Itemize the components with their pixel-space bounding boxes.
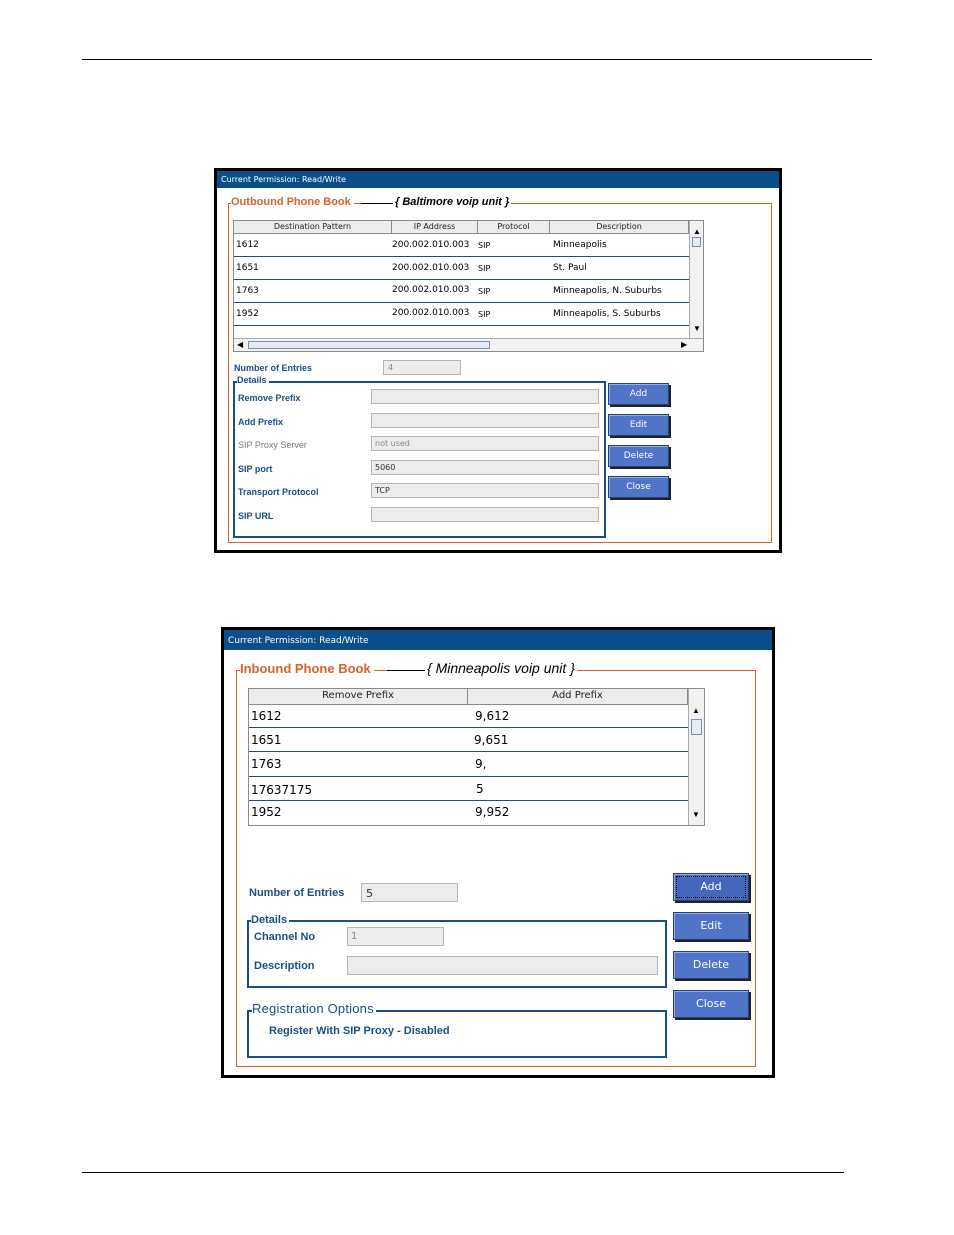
cell: Minneapolis, S. Suburbs bbox=[553, 309, 661, 319]
inbound-title: Inbound Phone Book bbox=[240, 661, 374, 676]
sip-port-label: SIP port bbox=[238, 464, 273, 474]
cell: 200.002.010.003 bbox=[392, 240, 470, 250]
cell: 1952 bbox=[236, 309, 259, 319]
scroll-up-icon[interactable]: ▲ bbox=[693, 227, 701, 236]
registration-status: Register With SIP Proxy - Disabled bbox=[269, 1025, 450, 1037]
outbound-title: Outbound Phone Book bbox=[231, 196, 354, 208]
outbound-phone-book-window bbox=[214, 168, 782, 553]
table-row[interactable] bbox=[234, 280, 689, 303]
transport-protocol-field[interactable]: TCP bbox=[371, 483, 599, 498]
cell: SIP bbox=[478, 310, 491, 319]
outbound-table[interactable] bbox=[233, 220, 704, 352]
add-button[interactable]: Add bbox=[673, 873, 749, 901]
channel-no-label: Channel No bbox=[254, 931, 316, 943]
sip-url-field[interactable] bbox=[371, 507, 599, 522]
add-button[interactable]: Add bbox=[608, 383, 669, 405]
edit-button[interactable]: Edit bbox=[608, 414, 669, 436]
sip-port-field[interactable]: 5060 bbox=[371, 460, 599, 475]
vertical-scrollbar[interactable] bbox=[689, 221, 703, 338]
description-field[interactable] bbox=[347, 956, 658, 975]
add-prefix-field[interactable] bbox=[371, 413, 599, 428]
channel-no-field: 1 bbox=[347, 927, 444, 946]
column-header[interactable]: Description bbox=[550, 221, 689, 233]
transport-protocol-label: Transport Protocol bbox=[238, 487, 319, 497]
column-header[interactable]: IP Address bbox=[392, 221, 478, 233]
scroll-down-icon[interactable]: ▼ bbox=[693, 324, 701, 333]
legend-line bbox=[387, 670, 425, 671]
cell: 1651 bbox=[251, 733, 282, 747]
inbound-phone-book-window bbox=[221, 627, 775, 1078]
scroll-thumb[interactable] bbox=[691, 719, 702, 735]
table-row[interactable] bbox=[249, 728, 688, 752]
entries-label: Number of Entries bbox=[249, 887, 345, 899]
column-header[interactable]: Protocol bbox=[478, 221, 550, 233]
permission-text: Current Permission: Read/Write bbox=[228, 636, 369, 646]
cell: St. Paul bbox=[553, 263, 587, 273]
delete-button[interactable]: Delete bbox=[673, 951, 749, 979]
entries-field: 4 bbox=[383, 360, 461, 375]
cell: Minneapolis bbox=[553, 240, 607, 250]
permission-bar bbox=[224, 630, 772, 650]
sip-proxy-server-label: SIP Proxy Server bbox=[238, 440, 307, 450]
cell: Minneapolis, N. Suburbs bbox=[553, 286, 662, 296]
cell: 9, bbox=[475, 757, 487, 771]
legend-line bbox=[361, 203, 393, 204]
details-label: Details bbox=[237, 375, 267, 385]
permission-bar bbox=[217, 171, 779, 188]
cell: 1763 bbox=[251, 757, 282, 771]
cell: 5 bbox=[476, 782, 484, 796]
cell: 9,651 bbox=[474, 733, 509, 747]
cell: 9,952 bbox=[475, 805, 510, 819]
cell: SIP bbox=[478, 287, 491, 296]
table-row[interactable] bbox=[249, 704, 688, 728]
bottom-rule bbox=[82, 1172, 844, 1173]
cell: SIP bbox=[478, 241, 491, 250]
delete-button[interactable]: Delete bbox=[608, 445, 669, 467]
vertical-scrollbar[interactable] bbox=[688, 689, 704, 825]
top-rule bbox=[82, 59, 872, 60]
table-row[interactable] bbox=[249, 777, 688, 801]
column-header[interactable]: Add Prefix bbox=[468, 689, 688, 704]
cell: 1763 bbox=[236, 286, 259, 296]
cell: 200.002.010.003 bbox=[392, 308, 470, 318]
horizontal-scrollbar[interactable] bbox=[234, 338, 703, 351]
add-prefix-label: Add Prefix bbox=[238, 417, 284, 427]
cell: 1612 bbox=[236, 240, 259, 250]
cell: 17637175 bbox=[251, 783, 313, 797]
cell: 200.002.010.003 bbox=[392, 263, 470, 273]
remove-prefix-field[interactable] bbox=[371, 389, 599, 404]
column-header[interactable]: Destination Pattern bbox=[234, 221, 392, 233]
cell: 1952 bbox=[251, 805, 282, 819]
table-row[interactable] bbox=[234, 257, 689, 280]
scroll-right-icon[interactable]: ▶ bbox=[681, 340, 688, 349]
registration-options-label: Registration Options bbox=[252, 1001, 374, 1016]
cell: 200.002.010.003 bbox=[392, 285, 470, 295]
entries-label: Number of Entries bbox=[234, 363, 313, 373]
cell: 1651 bbox=[236, 263, 259, 273]
table-row[interactable] bbox=[234, 233, 689, 257]
details-label: Details bbox=[251, 914, 288, 926]
scroll-thumb[interactable] bbox=[692, 237, 701, 247]
scroll-up-icon[interactable]: ▲ bbox=[692, 706, 700, 715]
close-button[interactable]: Close bbox=[608, 476, 669, 498]
close-button[interactable]: Close bbox=[673, 990, 749, 1018]
cell: SIP bbox=[478, 264, 491, 273]
sip-url-label: SIP URL bbox=[238, 511, 274, 521]
sip-proxy-server-field: not used bbox=[371, 436, 599, 451]
inbound-table-header bbox=[249, 689, 688, 705]
column-header[interactable]: Remove Prefix bbox=[249, 689, 468, 704]
scroll-down-icon[interactable]: ▼ bbox=[692, 810, 700, 819]
table-row[interactable] bbox=[234, 303, 689, 326]
scroll-thumb[interactable] bbox=[248, 341, 490, 349]
table-row[interactable] bbox=[249, 752, 688, 777]
entries-field: 5 bbox=[361, 883, 458, 902]
inbound-unit: { Minneapolis voip unit } bbox=[427, 660, 575, 676]
cell: 9,612 bbox=[475, 709, 510, 723]
outbound-unit: { Baltimore voip unit } bbox=[395, 196, 510, 208]
scroll-left-icon[interactable]: ◀ bbox=[237, 340, 244, 349]
inbound-table[interactable] bbox=[248, 688, 705, 826]
remove-prefix-label: Remove Prefix bbox=[238, 393, 301, 403]
description-label: Description bbox=[254, 960, 315, 972]
edit-button[interactable]: Edit bbox=[673, 912, 749, 940]
permission-text: Current Permission: Read/Write bbox=[221, 175, 346, 184]
cell: 1612 bbox=[251, 709, 282, 723]
table-row[interactable] bbox=[249, 801, 688, 825]
